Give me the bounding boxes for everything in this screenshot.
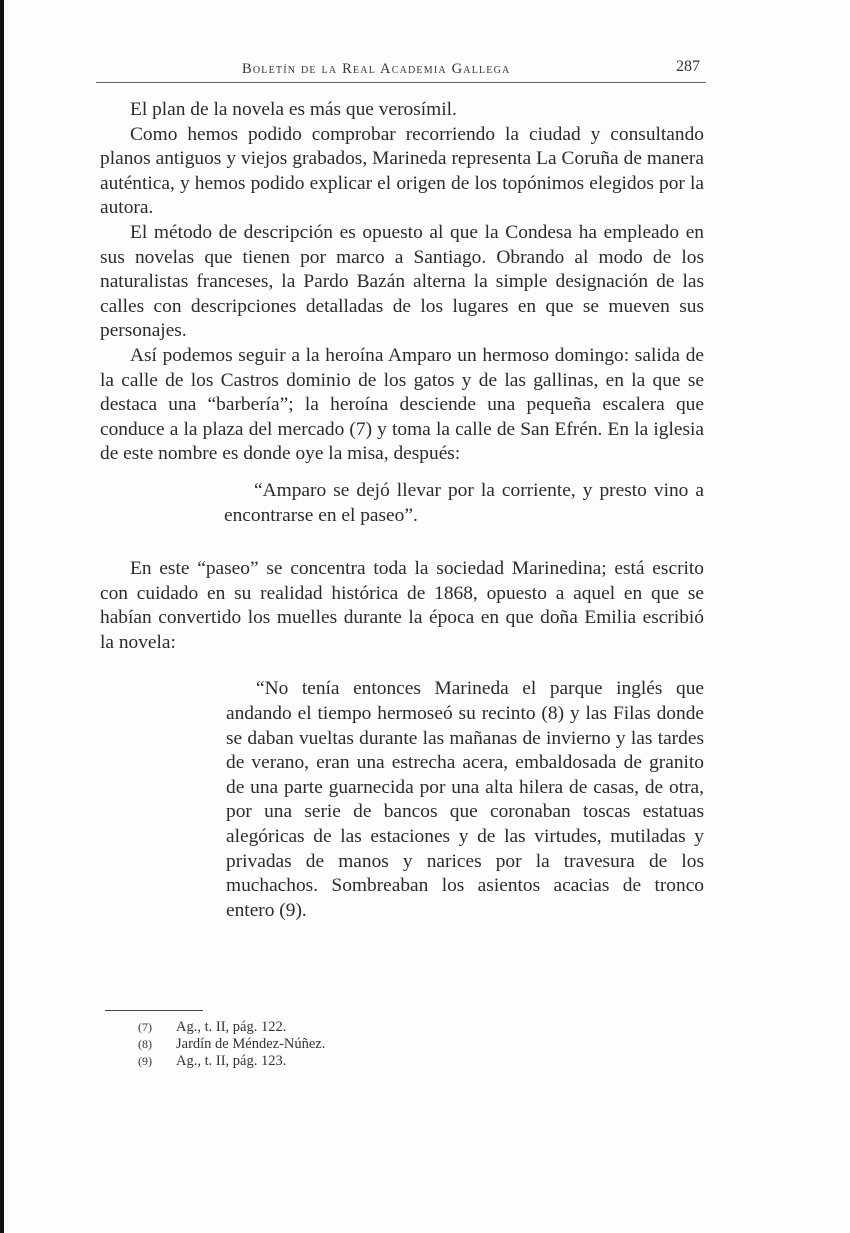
paragraph: Así podemos seguir a la heroína Amparo un hermoso domingo: salida de la calle de los Castros dominio de los gatos y de las gallinas, en la que se destaca una “barbería”; la heroína desciende una pequeña escalera que conduce a la plaza del mercado (7) y toma la calle de San Efrén. En la iglesia de este nombre es donde oye la misa, después: (100, 344, 704, 465)
running-header (96, 58, 706, 84)
paragraph: El plan de la novela es más que verosímil. (130, 99, 457, 120)
footnote-text: Ag., t. II, pág. 123. (176, 1053, 287, 1069)
block-quote: “Amparo se dejó llevar por la corriente, y presto vino a encontrarse en el paseo”. (224, 479, 704, 526)
paragraph: El método de descripción es opuesto al que la Condesa ha empleado en sus novelas que tienen por marco a Santiago. Obrando al modo de los naturalistas franceses, la Pardo Bazán alterna la simple designación de las calles con descripciones detalladas de los lugares en que se mueven sus personajes. (100, 221, 704, 342)
header-title: Boletín de la Real Academia Gallega (242, 61, 511, 77)
page-edge (0, 0, 4, 1233)
footnote-number: (7) (138, 1020, 152, 1034)
block-quote: “No tenía entonces Marineda el parque inglés que andando el tiempo hermoseó su recinto (8) y las Filas donde se daban vueltas durante las mañanas de invierno y las tardes de verano, eran una estrecha acera, embaldosada de granito de una parte guarnecida por una alta hilera de casas, de otra, por una serie de bancos que coronaban toscas estatuas alegóricas de las estaciones y de las virtudes, mutiladas y privadas de manos y narices por la travesura de los muchachos. Sombreaban los asientos acacias de tronco entero (9). (226, 678, 704, 921)
page-number: 287 (676, 58, 700, 75)
body-text (100, 98, 704, 923)
footnote-number: (8) (138, 1037, 152, 1051)
footnote-number: (9) (138, 1054, 152, 1068)
footnotes (138, 1019, 325, 1070)
footnote (138, 1053, 325, 1070)
footnote-rule (105, 1010, 203, 1011)
header-rule (96, 82, 706, 83)
footnote (138, 1036, 325, 1053)
footnote-text: Jardín de Méndez-Núñez. (176, 1036, 326, 1052)
footnote (138, 1019, 325, 1036)
paragraph: Como hemos podido comprobar recorriendo la ciudad y consultando planos antiguos y viejos grabados, Marineda representa La Coruña de manera auténtica, y hemos podido explicar el origen de los topónimos elegidos por la autora. (100, 123, 704, 219)
paragraph: En este “paseo” se concentra toda la sociedad Marinedina; está escrito con cuidado en su realidad histórica de 1868, opuesto a aquel en que se habían convertido los muelles durante la época en que doña Emilia escribió la novela: (100, 558, 704, 653)
footnote-text: Ag., t. II, pág. 122. (176, 1019, 287, 1035)
